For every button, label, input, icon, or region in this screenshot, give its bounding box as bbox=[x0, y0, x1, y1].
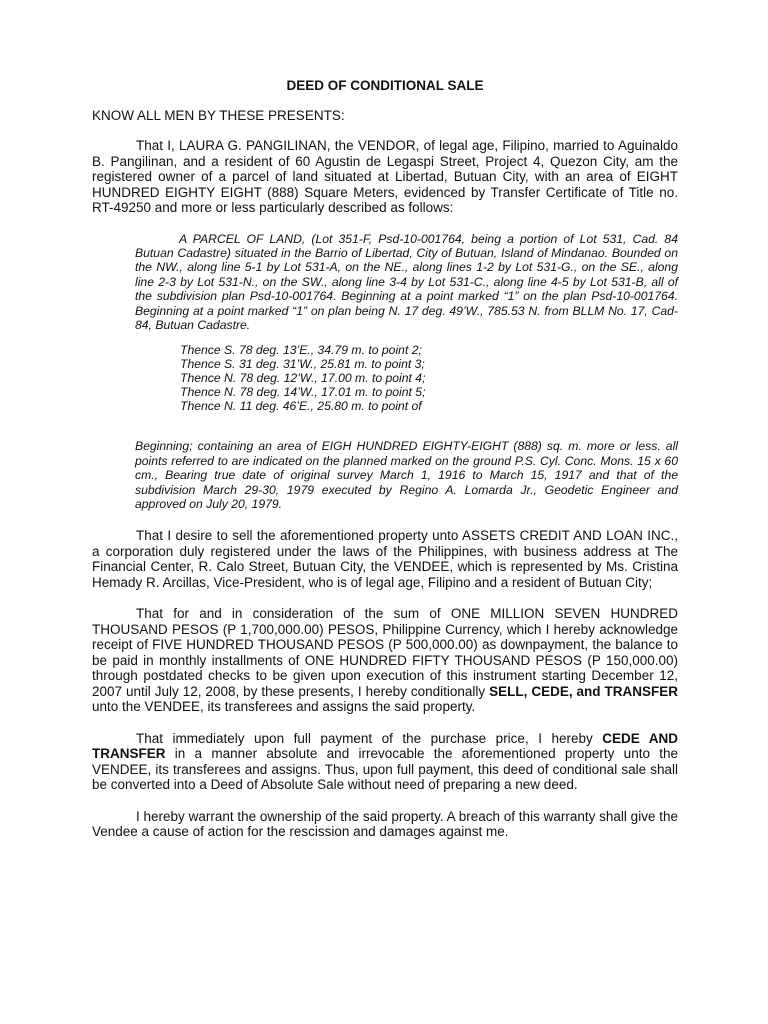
cede-transfer-text: CEDE AND TRANSFER bbox=[92, 730, 678, 762]
salutation: KNOW ALL MEN BY THESE PRESENTS: bbox=[92, 108, 345, 123]
technical-closing: Beginning; containing an area of EIGH HUNDRED EIGHTY-EIGHT (888) sq. m. more or less. all points referred to are indicated on the planned marked on the ground P.S. Cyl. Conc. Mons. 15 x 60 cm., Bearing true date of original survey March 1, 1916 to March 15, 1917 and that of the subdivision March 29-30, 1979 executed by Regino A. Lomarda Jr., Geodetic Engineer and approved on July 20, 1979. bbox=[135, 439, 678, 511]
thence-line: Thence S. 31 deg. 31’W., 25.81 m. to point 3; bbox=[180, 357, 425, 372]
technical-description-text: A PARCEL OF LAND, (Lot 351-F, Psd-10-001764, being a portion of Lot 531, Cad. 84 Butuan Cadastre) situated in the Barrio of Libertad, City of Butuan, Island of Mindanao. Bounded on the NW., along line 5-1 by Lot 531-A, on the NE., along lines 1-2 by Lot 531-G., on the SE., along line 2-3 by Lot 531-N., on the SW., along line 3-4 by Lot 531-C., along line 4-5 by Lot 531-B, all of the subdivision plan Psd-10-001764. Beginning at a point marked “1” on the plan Psd-10-001764. Beginning at a point marked “1” on plan being N. 17 deg. 49’W., 785.53 N. from BLLM No. 17, Cad-84, Butuan Cadastre. bbox=[135, 231, 678, 332]
full-payment-text-end: in a manner absolute and irrevocable the aforementioned property unto the VENDEE, its transferees and assigns. Thus, upon full payment, this deed of conditional sale shall be converted into a Deed of Absolute Sale without need of preparing a new deed. bbox=[92, 746, 678, 793]
document-page bbox=[92, 78, 678, 856]
consideration-text: That for and in consideration of the sum of ONE MILLION SEVEN HUNDRED THOUSAND PESOS (P 1,700,000.00) PESOS, Philippine Currency, which I hereby acknowledge receipt of FIVE HUNDRED THOUSAND PESOS (P 500,000.00) as downpayment, the balance to be paid in monthly installments of ONE HUNDRED FIFTY THOUSAND PESOS (P 150,000.00) through postdated checks to be given upon execution of this instrument starting December 12, 2007 until July 12, 2008, by these presents, I hereby conditionally bbox=[92, 606, 678, 699]
thence-list bbox=[92, 344, 678, 413]
full-payment-text: That immediately upon full payment of the purchase price, I hereby bbox=[136, 730, 603, 746]
sell-cede-transfer-text: SELL, CEDE, and TRANSFER bbox=[489, 683, 679, 699]
full-payment-paragraph bbox=[92, 731, 678, 793]
warranty-paragraph: I hereby warrant the ownership of the said property. A breach of this warranty shall give the Vendee a cause of action for the rescission and damages against me. bbox=[92, 808, 678, 840]
document-title: DEED OF CONDITIONAL SALE bbox=[286, 78, 484, 93]
consideration-text-end: unto the VENDEE, its transferees and assigns the said property. bbox=[92, 699, 476, 715]
consideration-paragraph bbox=[92, 606, 678, 715]
vendor-paragraph: That I, LAURA G. PANGILINAN, the VENDOR, of legal age, Filipino, married to Aguinaldo B. Pangilinan, and a resident of 60 Agustin de Legaspi Street, Project 4, Quezon City, am the registered owner of a parcel of land situated at Libertad, Butuan City, with an area of EIGHT HUNDRED EIGHTY EIGHT (888) Square Meters, evidenced by Transfer Certificate of Title no. RT-49250 and more or less particularly described as follows: bbox=[92, 138, 678, 215]
thence-line: Thence N. 11 deg. 46’E., 25.80 m. to point of bbox=[180, 398, 422, 413]
thence-line: Thence S. 78 deg. 13’E., 34.79 m. to point 2; bbox=[180, 343, 422, 358]
thence-line: Thence N. 78 deg. 12’W., 17.00 m. to point 4; bbox=[180, 370, 426, 385]
thence-line: Thence N. 78 deg. 14’W., 17.01 m. to point 5; bbox=[180, 384, 426, 399]
technical-description bbox=[135, 232, 678, 333]
vendee-paragraph: That I desire to sell the aforementioned property unto ASSETS CREDIT AND LOAN INC., a corporation duly registered under the laws of the Philippines, with business address at The Financial Center, R. Calo Street, Butuan City, the VENDEE, which is represented by Ms. Cristina Hemady R. Arcillas, Vice-President, who is of legal age, Filipino and a resident of Butuan City; bbox=[92, 528, 678, 590]
